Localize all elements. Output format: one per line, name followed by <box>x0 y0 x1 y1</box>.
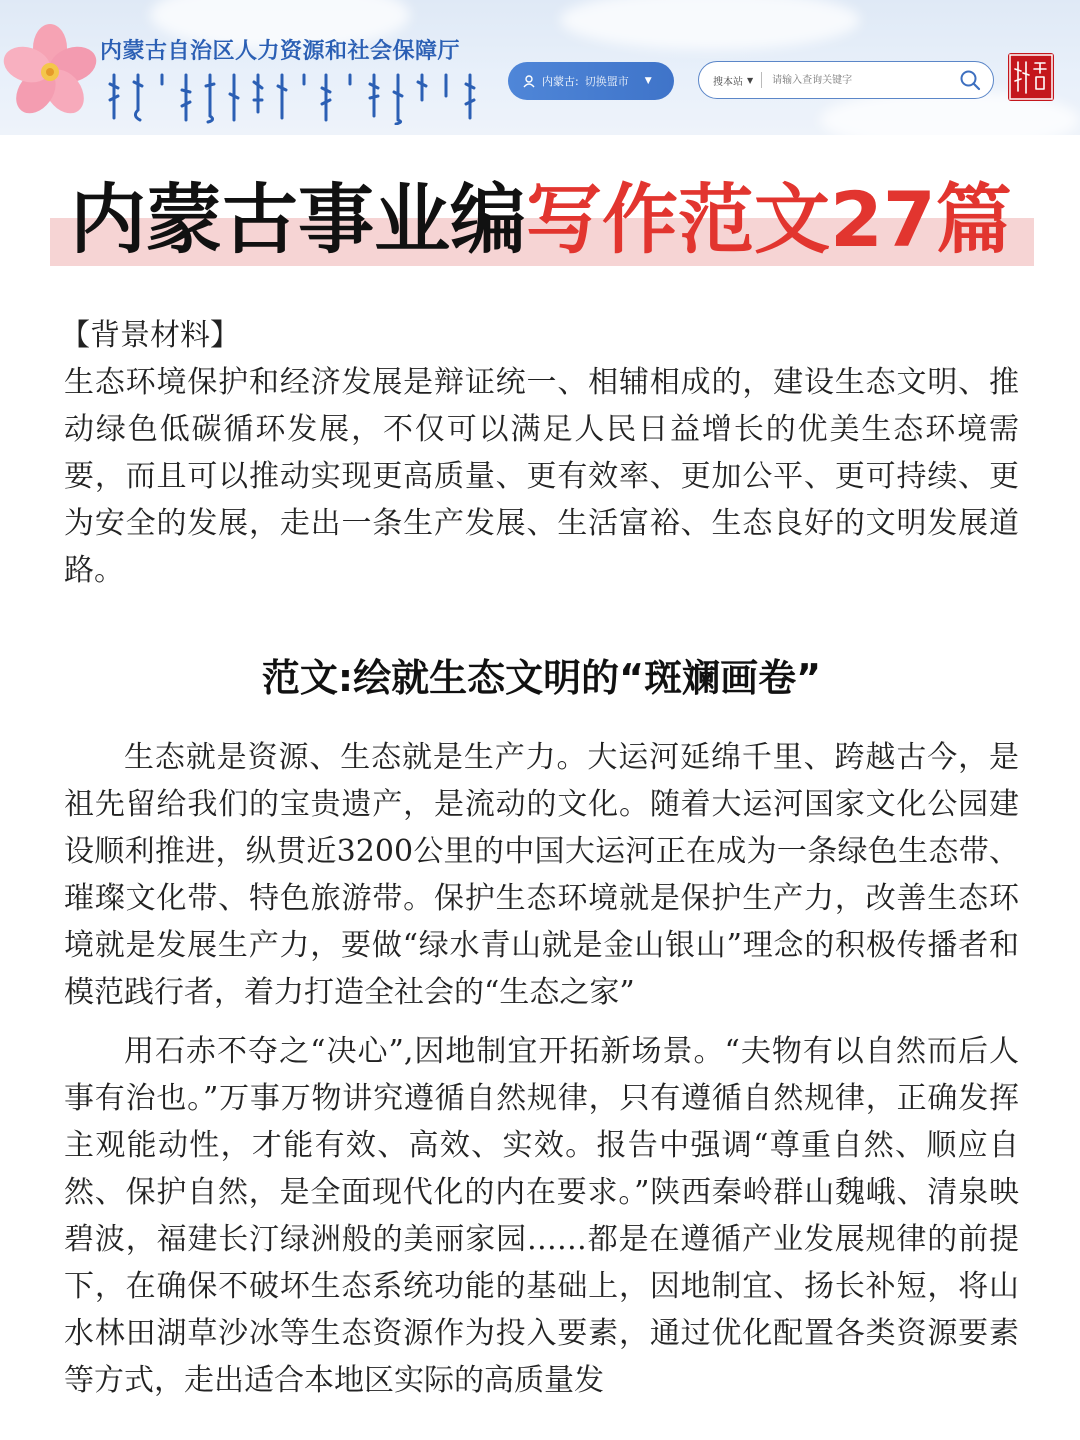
chevron-down-icon: ▼ <box>644 76 652 86</box>
region-switch-label: 切换盟市 <box>584 75 629 88</box>
site-header <box>0 0 1080 135</box>
search-icon[interactable] <box>959 69 981 91</box>
main-title-black: 内蒙古事业编 <box>70 175 526 264</box>
region-switch-button[interactable] <box>508 62 674 100</box>
site-title[interactable]: 内蒙古自治区人力资源和社会保障厅 <box>100 39 461 64</box>
spacer <box>64 708 1019 734</box>
poster-title <box>50 170 1034 270</box>
essay-title: 范文:绘就生态文明的“斑斓画卷” <box>261 656 822 700</box>
search-scope-dropdown[interactable] <box>713 73 753 88</box>
search-divider <box>761 72 762 88</box>
search-bar <box>698 61 994 99</box>
user-location-icon <box>522 74 536 88</box>
spacer <box>64 1016 1019 1028</box>
search-scope-label: 搜本站 <box>713 76 743 88</box>
main-title-red: 写作范文27篇 <box>526 175 1012 264</box>
essay-paragraph: 用石赤不夺之“决心”,因地制宜开拓新场景。“夫物有以自然而后人事有治也。”万事万物讲究遵循自然规律，只有遵循自然规律，正确发挥主观能动性，才能有效、高效、实效。报告中强调“尊重自然、顺应自然、保护自然，是全面现代化的内在要求。”陕西秦岭群山魏峨、清泉映碧波，福建长汀绿洲般的美丽家园……都是在遵循产业发展规律的前提下，在确保不破坏生态系统功能的基础上，因地制宜、扬长补短，将山水林田湖草沙冰等生态资源作为投入要素，通过优化配置各类资源要素等方式，走出适合本地区实际的高质量发 <box>64 1034 1019 1398</box>
main-title <box>70 170 1030 270</box>
article-content <box>60 312 1019 1404</box>
essay-paragraph: 生态就是资源、生态就是生产力。大运河延绵千里、跨越古今，是祖先留给我们的宝贵遗产，是流动的文化。随着大运河国家文化公园建设顺利推进，纵贯近3200公里的中国大运河正在成为一条绿色生态带、璀璨文化带、特色旅游带。保护生态环境就是保护生产力，改善生态环境就是发展生产力，要做“绿水青山就是金山银山”理念的积极传播者和模范践行者，着力打造全社会的“生态之家” <box>64 740 1019 1010</box>
official-seal-icon <box>1008 53 1054 101</box>
flower-logo-icon <box>2 22 102 122</box>
cloud-decoration <box>560 0 860 50</box>
mongolian-script-logo <box>104 70 484 125</box>
background-text: 生态环境保护和经济发展是辩证统一、相辅相成的，建设生态文明、推动绿色低碳循环发展，不仅可以满足人民日益增长的优美生态环境需要，而且可以推动实现更高质量、更有效率、更加公平、更可持续、更为安全的发展，走出一条生产发展、生活富裕、生态良好的文明发展道路。 <box>64 365 1019 588</box>
search-input[interactable] <box>770 74 944 87</box>
region-label: 内蒙古: <box>542 75 579 88</box>
caret-down-icon: ▼ <box>747 75 754 85</box>
background-heading: 【背景材料】 <box>60 318 240 353</box>
